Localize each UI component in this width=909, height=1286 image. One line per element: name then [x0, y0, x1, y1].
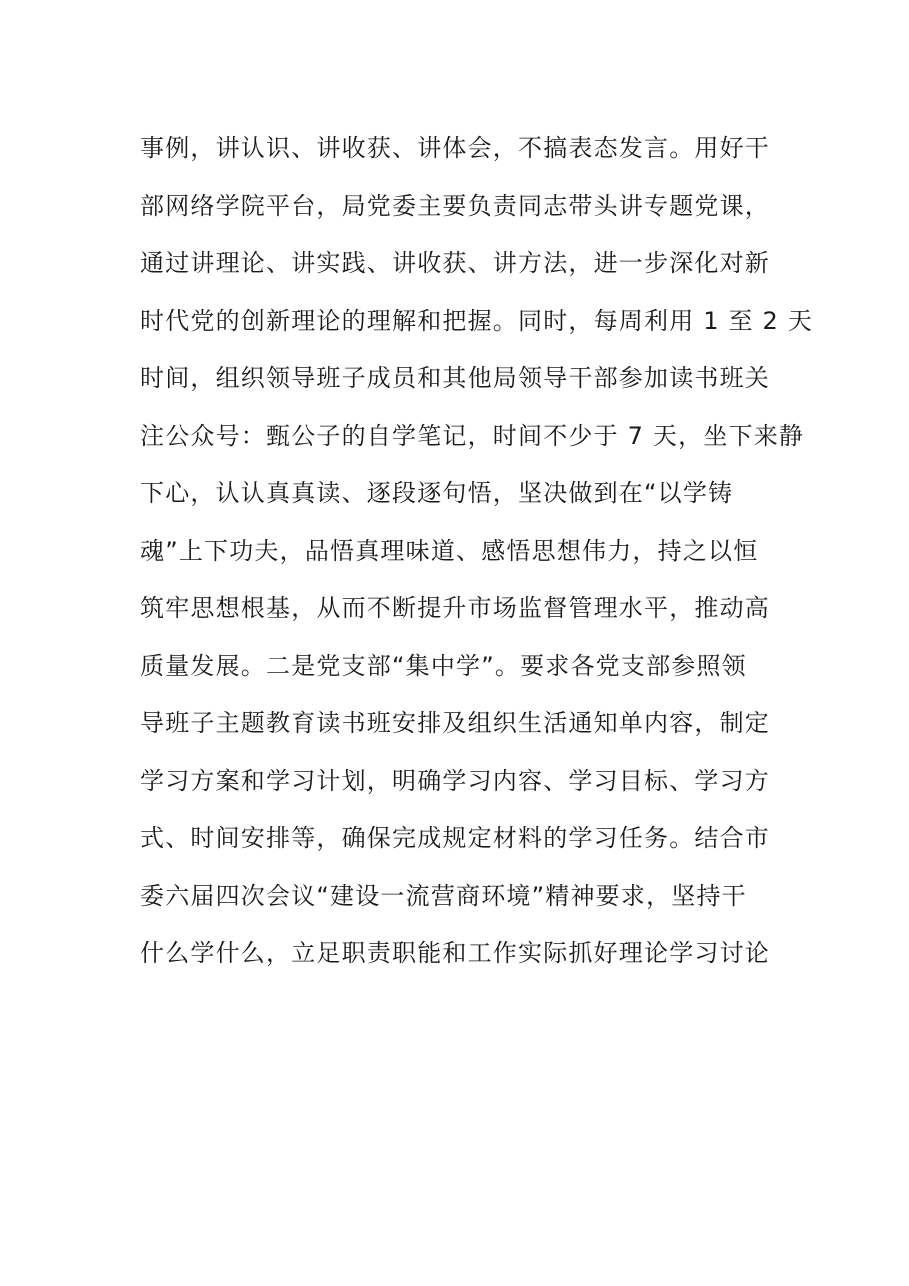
text-line: 通过讲理论、讲实践、讲收获、讲方法，进一步深化对新	[140, 249, 770, 277]
text-line: 学习方案和学习计划，明确学习内容、学习目标、学习方	[140, 766, 770, 795]
text-line: 时代党的创新理论的理解和把握。同时，每周利用 1 至 2 天	[140, 306, 814, 335]
text-line: 式、时间安排等，确保完成规定材料的学习任务。结合市	[140, 824, 770, 852]
body-text	[140, 120, 814, 983]
text-line: 导班子主题教育读书班安排及组织生活通知单内容，制定	[140, 709, 770, 737]
text-line: 下心，认认真真读、逐段逐句悟，坚决做到在“以学铸	[140, 479, 734, 507]
text-line: 筑牢思想根基，从而不断提升市场监督管理水平，推动高	[140, 594, 770, 622]
text-line: 什么学什么，立足职责职能和工作实际抓好理论学习讨论	[140, 939, 770, 967]
text-line: 魂”上下功夫，品悟真理味道、感悟思想伟力，持之以恒	[140, 536, 759, 565]
text-line: 注公众号：甄公子的自学笔记，时间不少于 7 天，坐下来静	[140, 421, 805, 450]
text-line: 部网络学院平台，局党委主要负责同志带头讲专题党课，	[140, 191, 770, 220]
text-line: 委六届四次会议“建设一流营商环境”精神要求，坚持干	[140, 881, 747, 910]
text-line: 质量发展。二是党支部“集中学”。要求各党支部参照领	[140, 651, 747, 680]
text-line: 时间，组织领导班子成员和其他局领导干部参加读书班关	[140, 364, 770, 392]
text-line: 事例，讲认识、讲收获、讲体会，不搞表态发言。用好干	[140, 134, 770, 162]
